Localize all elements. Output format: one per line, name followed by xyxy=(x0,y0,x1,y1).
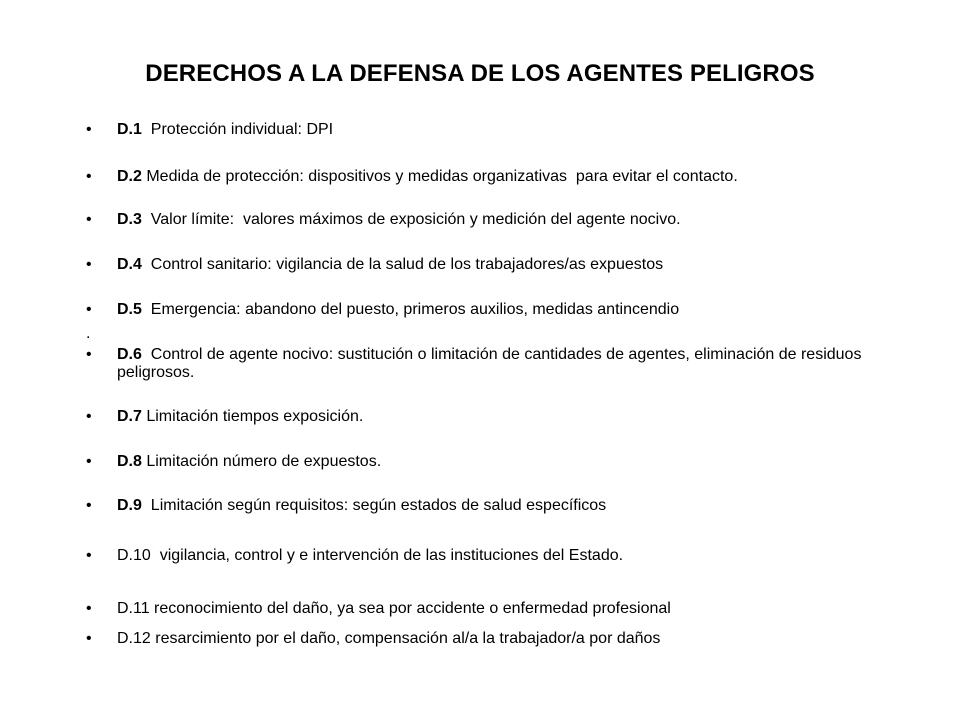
item-description: resarcimiento por el daño, compensación al/a la trabajador/a por daños xyxy=(150,630,661,647)
list-item-text xyxy=(117,211,877,229)
item-code: D.2 xyxy=(117,168,142,185)
list-item-text xyxy=(117,301,877,319)
item-description: vigilancia, control y e intervención de las instituciones del Estado. xyxy=(150,547,624,564)
bullet-icon: • xyxy=(86,346,92,363)
list-item-text xyxy=(117,600,877,618)
list-item-text xyxy=(117,497,877,515)
item-description: Limitación según requisitos: según estados de salud específicos xyxy=(141,497,607,514)
bullet-icon: • xyxy=(86,547,92,564)
list-item-text xyxy=(117,547,877,565)
bullet-icon: • xyxy=(86,301,92,318)
item-code: D.12 xyxy=(117,630,151,647)
item-description: Valor límite: valores máximos de exposición y medición del agente nocivo. xyxy=(141,211,681,228)
stray-dot: . xyxy=(86,325,91,342)
item-code: D.1 xyxy=(117,121,142,138)
bullet-icon: • xyxy=(86,408,92,425)
item-code: D.9 xyxy=(117,497,142,514)
list-item-text xyxy=(117,168,877,186)
item-code: D.3 xyxy=(117,211,142,228)
item-code: D.5 xyxy=(117,301,142,318)
item-description: Emergencia: abandono del puesto, primeros auxilios, medidas antincendio xyxy=(141,301,680,318)
item-description: Limitación número de expuestos. xyxy=(141,453,382,470)
item-code: D.6 xyxy=(117,346,142,363)
item-description: Protección individual: DPI xyxy=(141,121,334,138)
list-item-text xyxy=(117,256,877,274)
item-code: D.8 xyxy=(117,453,142,470)
bullet-icon: • xyxy=(86,121,92,138)
bullet-icon: • xyxy=(86,453,92,470)
item-code: D.7 xyxy=(117,408,142,425)
item-code: D.4 xyxy=(117,256,142,273)
list-item-text xyxy=(117,630,877,648)
list-item-text xyxy=(117,453,877,471)
item-description: Control sanitario: vigilancia de la salud de los trabajadores/as expuestos xyxy=(141,256,664,273)
bullet-icon: • xyxy=(86,211,92,228)
item-description: Medida de protección: dispositivos y medidas organizativas para evitar el contacto. xyxy=(141,168,738,185)
list-item-text xyxy=(117,346,877,382)
item-code: D.11 xyxy=(117,600,150,617)
item-code: D.10 xyxy=(117,547,151,564)
bullet-icon: • xyxy=(86,600,92,617)
bullet-icon: • xyxy=(86,168,92,185)
item-description: Control de agente nocivo: sustitución o limitación de cantidades de agentes, eliminación de residuos peligrosos. xyxy=(117,346,866,381)
bullet-icon: • xyxy=(86,630,92,647)
item-description: Limitación tiempos exposición. xyxy=(141,408,364,425)
page-title: DERECHOS A LA DEFENSA DE LOS AGENTES PELIGROS xyxy=(145,60,815,87)
list-item-text xyxy=(117,121,877,139)
item-description: reconocimiento del daño, ya sea por accidente o enfermedad profesional xyxy=(149,600,671,617)
list-item-text xyxy=(117,408,877,426)
bullet-icon: • xyxy=(86,256,92,273)
bullet-icon: • xyxy=(86,497,92,514)
